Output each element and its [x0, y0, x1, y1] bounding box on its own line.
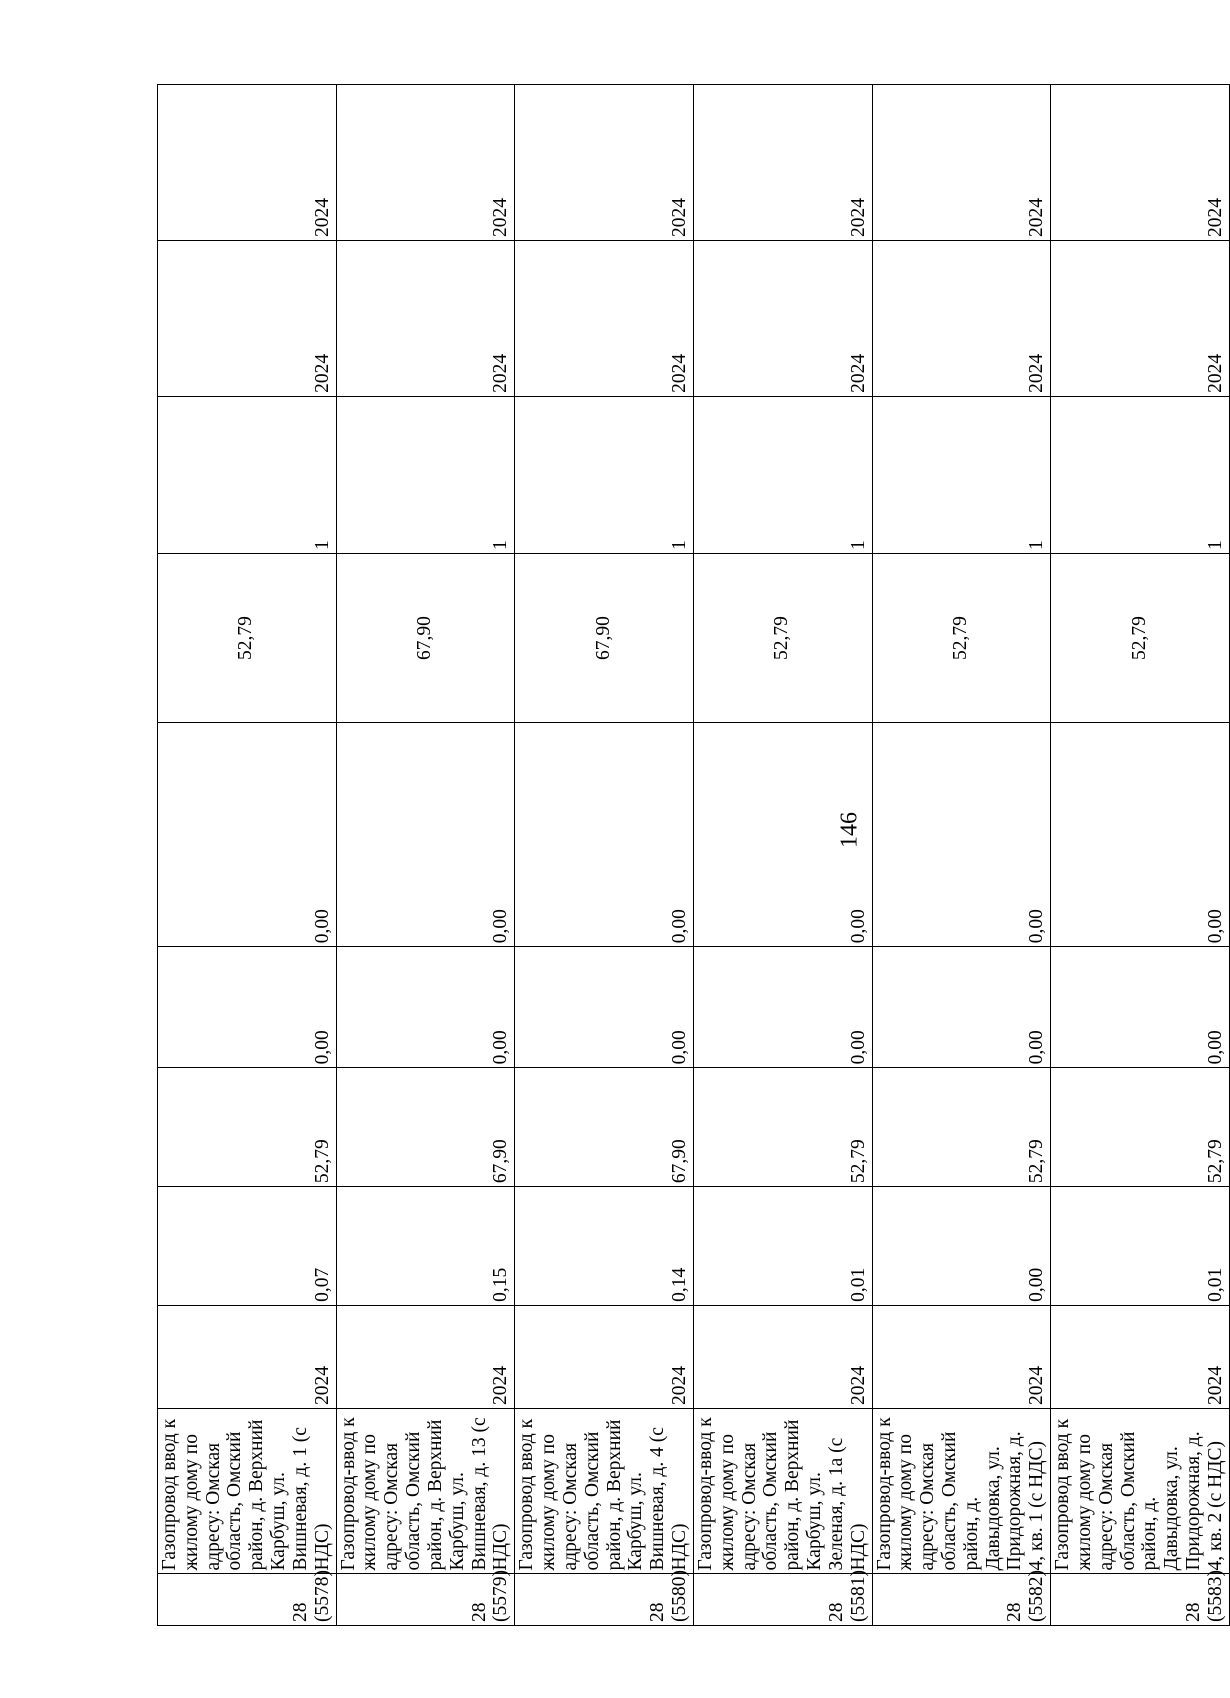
value-cell-b: 0,00	[872, 723, 1051, 947]
start-year-cell: 2024	[515, 240, 694, 396]
value-cell-b: 0,00	[1051, 723, 1230, 947]
year-cell: 2024	[1051, 1305, 1230, 1408]
row-id-cell: 28 (5580)	[515, 1574, 694, 1626]
end-year-cell: 2024	[515, 85, 694, 241]
object-name-cell: Газопровод-ввод к жилому дому по адресу: Омская область, Омский район, д. Верхний Карбуш, ул. Зеленая, д. 1а (с НДС)	[693, 1408, 872, 1573]
start-year-cell: 2024	[693, 240, 872, 396]
length-cell: 0,00	[872, 1187, 1051, 1306]
row-id-cell: 28 (5582)	[872, 1574, 1051, 1626]
value-cell-b: 0,00	[515, 723, 694, 947]
total-cost-cell: 52,79	[693, 1068, 872, 1187]
length-cell: 0,01	[693, 1187, 872, 1306]
length-cell: 0,01	[1051, 1187, 1230, 1306]
value-cell-a: 0,00	[336, 947, 515, 1068]
length-cell: 0,15	[336, 1187, 515, 1306]
year-cell: 2024	[515, 1305, 694, 1408]
length-cell: 0,07	[158, 1187, 337, 1306]
rotated-table-wrapper	[157, 84, 1226, 1626]
end-year-cell: 2024	[158, 85, 337, 241]
table-row	[872, 85, 1051, 1626]
cost-mid-cell: 67,90	[515, 553, 694, 722]
end-year-cell: 2024	[336, 85, 515, 241]
year-cell: 2024	[336, 1305, 515, 1408]
count-cell: 1	[336, 396, 515, 553]
table-row	[693, 85, 872, 1626]
page-number: 146	[836, 812, 863, 848]
start-year-cell: 2024	[336, 240, 515, 396]
table-row	[515, 85, 694, 1626]
start-year-cell: 2024	[872, 240, 1051, 396]
table-row	[1051, 85, 1230, 1626]
object-name-cell: Газопровод-ввод к жилому дому по адресу: Омская область, Омский район, д. Давыдовка, ул. Придорожная, д. 4, кв. 1 (с НДС)	[872, 1408, 1051, 1573]
object-name-cell: Газопровод ввод к жилому дому по адресу: Омская область, Омский район, д. Верхний Карбуш, ул. Вишневая, д. 4 (с НДС)	[515, 1408, 694, 1573]
value-cell-a: 0,00	[1051, 947, 1230, 1068]
year-cell: 2024	[158, 1305, 337, 1408]
total-cost-cell: 52,79	[1051, 1068, 1230, 1187]
object-name-cell: Газопровод ввод к жилому дому по адресу: Омская область, Омский район, д. Давыдовка, ул. Придорожная, д. 4, кв. 2 (с НДС)	[1051, 1408, 1230, 1573]
total-cost-cell: 67,90	[515, 1068, 694, 1187]
end-year-cell: 2024	[872, 85, 1051, 241]
value-cell-a: 0,00	[872, 947, 1051, 1068]
end-year-cell: 2024	[1051, 85, 1230, 241]
table-row	[158, 85, 337, 1626]
table-row	[336, 85, 515, 1626]
start-year-cell: 2024	[1051, 240, 1230, 396]
year-cell: 2024	[872, 1305, 1051, 1408]
row-id-cell: 28 (5583)	[1051, 1574, 1230, 1626]
length-cell: 0,14	[515, 1187, 694, 1306]
value-cell-b: 0,00	[158, 723, 337, 947]
year-cell: 2024	[693, 1305, 872, 1408]
count-cell: 1	[158, 396, 337, 553]
count-cell: 1	[872, 396, 1051, 553]
object-name-cell: Газопровод-ввод к жилому дому по адресу: Омская область, Омский район, д. Верхний Карбуш, ул. Вишневая, д. 13 (с НДС)	[336, 1408, 515, 1573]
total-cost-cell: 67,90	[336, 1068, 515, 1187]
value-cell-a: 0,00	[515, 947, 694, 1068]
total-cost-cell: 52,79	[872, 1068, 1051, 1187]
total-cost-cell: 52,79	[158, 1068, 337, 1187]
value-cell-a: 0,00	[158, 947, 337, 1068]
cost-mid-cell: 52,79	[693, 553, 872, 722]
cost-mid-cell: 52,79	[1051, 553, 1230, 722]
value-cell-b: 0,00	[693, 723, 872, 947]
row-id-cell: 28 (5578)	[158, 1574, 337, 1626]
cost-mid-cell: 52,79	[872, 553, 1051, 722]
row-id-cell: 28 (5579)	[336, 1574, 515, 1626]
cost-mid-cell: 67,90	[336, 553, 515, 722]
count-cell: 1	[693, 396, 872, 553]
value-cell-b: 0,00	[336, 723, 515, 947]
count-cell: 1	[515, 396, 694, 553]
value-cell-a: 0,00	[693, 947, 872, 1068]
object-name-cell: Газопровод ввод к жилому дому по адресу: Омская область, Омский район, д. Верхний Карбуш, ул. Вишневая, д. 1 (с НДС)	[158, 1408, 337, 1573]
start-year-cell: 2024	[158, 240, 337, 396]
investment-table	[157, 84, 1230, 1626]
count-cell: 1	[1051, 396, 1230, 553]
row-id-cell: 28 (5581)	[693, 1574, 872, 1626]
cost-mid-cell: 52,79	[158, 553, 337, 722]
end-year-cell: 2024	[693, 85, 872, 241]
